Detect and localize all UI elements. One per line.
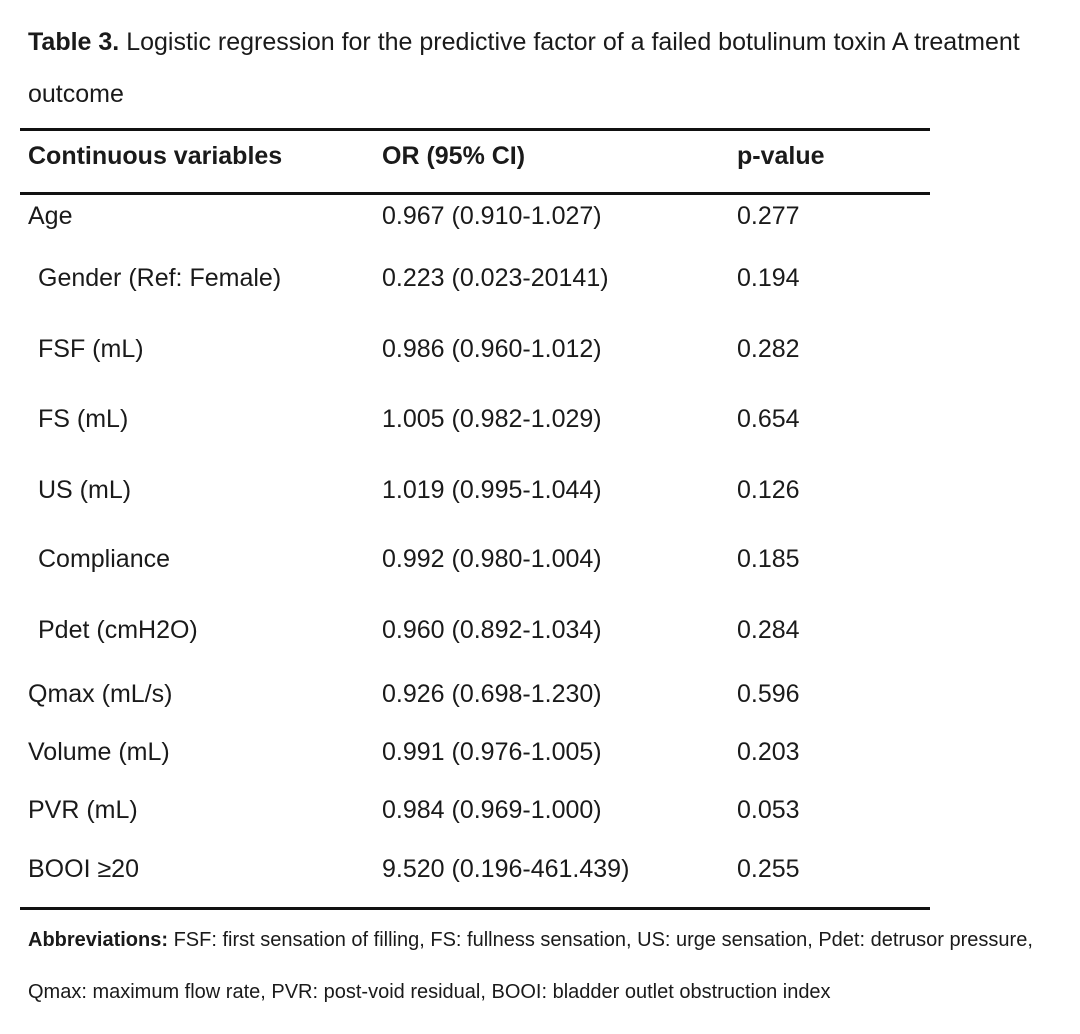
row-p-value: 0.126 — [737, 476, 800, 504]
table-footnote — [28, 914, 1068, 1018]
row-variable: Qmax (mL/s) — [28, 680, 173, 708]
row-variable: Volume (mL) — [28, 738, 170, 766]
row-variable: FSF (mL) — [38, 335, 144, 363]
row-or-ci: 0.926 (0.698-1.230) — [382, 680, 602, 708]
row-or-ci: 0.223 (0.023-20141) — [382, 264, 609, 292]
row-variable: Compliance — [38, 545, 171, 573]
table-bottom-rule — [20, 907, 930, 910]
row-or-ci: 0.960 (0.892-1.034) — [382, 616, 602, 644]
row-p-value: 0.654 — [737, 405, 800, 433]
row-or-ci: 1.019 (0.995-1.044) — [382, 476, 602, 504]
table-caption-label: Table 3. — [28, 28, 120, 56]
row-p-value: 0.203 — [737, 738, 800, 766]
header-continuous-variables: Continuous variables — [28, 142, 283, 170]
row-variable: Pdet (cmH2O) — [38, 616, 198, 644]
row-p-value: 0.277 — [737, 202, 800, 230]
row-or-ci: 0.991 (0.976-1.005) — [382, 738, 602, 766]
row-variable: Gender (Ref: Female) — [38, 264, 282, 292]
row-or-ci: 9.520 (0.196-461.439) — [382, 855, 630, 883]
row-variable: PVR (mL) — [28, 796, 138, 824]
row-p-value: 0.596 — [737, 680, 800, 708]
header-p-value: p-value — [737, 142, 825, 170]
row-variable: BOOI ≥20 — [28, 855, 139, 883]
table-caption — [28, 16, 1038, 120]
row-or-ci: 0.984 (0.969-1.000) — [382, 796, 602, 824]
row-or-ci: 0.986 (0.960-1.012) — [382, 335, 602, 363]
table-header-rule — [20, 192, 930, 195]
table-caption-text: Logistic regression for the predictive factor of a failed botulinum toxin A treatment outcome — [28, 28, 1020, 108]
row-variable: US (mL) — [38, 476, 132, 504]
footnote-label: Abbreviations: — [28, 929, 169, 951]
row-or-ci: 0.967 (0.910-1.027) — [382, 202, 602, 230]
row-p-value: 0.255 — [737, 855, 800, 883]
row-or-ci: 1.005 (0.982-1.029) — [382, 405, 602, 433]
row-p-value: 0.053 — [737, 796, 800, 824]
row-p-value: 0.185 — [737, 545, 800, 573]
row-variable: Age — [28, 202, 73, 230]
header-or-ci: OR (95% CI) — [382, 142, 526, 170]
footnote-text: FSF: first sensation of filling, FS: fullness sensation, US: urge sensation, Pdet: detrusor pressure, Qmax: maximum flow rate, PVR: post-void residual, BOOI: bladder outlet obstruction index — [28, 929, 1033, 1003]
row-p-value: 0.284 — [737, 616, 800, 644]
row-or-ci: 0.992 (0.980-1.004) — [382, 545, 602, 573]
table-top-rule — [20, 128, 930, 131]
row-p-value: 0.194 — [737, 264, 800, 292]
row-p-value: 0.282 — [737, 335, 800, 363]
row-variable: FS (mL) — [38, 405, 129, 433]
